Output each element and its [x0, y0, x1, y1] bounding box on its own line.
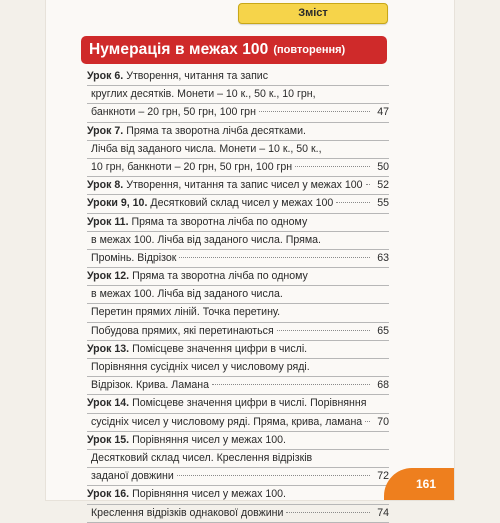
lesson-label: Урок 6. — [87, 70, 124, 82]
toc-line — [87, 395, 389, 413]
toc-line — [87, 195, 389, 213]
lesson-text: Порівняння чисел у межах 100. — [132, 433, 286, 446]
lesson-text: Відрізок. Крива. Ламана — [91, 379, 210, 392]
lesson-text: круглих десятків. Монети – 10 к., 50 к., 10 грн, — [91, 88, 316, 101]
page-ref: 70 — [377, 415, 389, 428]
lesson-text: Креслення відрізків однакової довжини — [91, 506, 284, 519]
lesson-label: Урок 13. — [87, 342, 130, 355]
toc-line — [87, 86, 389, 104]
lesson-text: Пряма та зворотна лічба десятками. — [126, 124, 306, 137]
leader-dots — [336, 202, 370, 203]
lesson-label: Урок 8. — [87, 179, 124, 192]
leader-dots — [179, 257, 370, 258]
lesson-text: в межах 100. Лічба від заданого числа. Пряма. — [91, 233, 321, 246]
lesson-text: заданої довжини — [91, 470, 174, 483]
toc-line — [87, 359, 389, 377]
toc-line — [87, 68, 389, 86]
leader-dots — [286, 512, 370, 513]
toc-line — [87, 450, 389, 468]
table-of-contents — [87, 68, 389, 523]
page-ref: 72 — [377, 470, 389, 483]
page-ref: 52 — [377, 179, 389, 192]
leader-dots — [365, 421, 370, 422]
toc-line — [87, 141, 389, 159]
lesson-label: Урок 11. — [87, 215, 129, 228]
lesson-text: Побудова прямих, які перетинаються — [91, 324, 274, 337]
leader-dots — [259, 111, 370, 112]
lesson-text: Утворення, читання та запис — [126, 70, 269, 82]
section-banner — [81, 36, 387, 64]
section-title: Нумерація в межах 100 — [89, 41, 269, 58]
lesson-text: Порівняння чисел у межах 100. — [132, 488, 286, 501]
lesson-text: Промінь. Відрізок — [91, 251, 177, 264]
toc-line — [87, 177, 389, 195]
toc-line — [87, 214, 389, 232]
toc-line — [87, 268, 389, 286]
lesson-text: Помісцеве значення цифри в числі. Порівняння — [132, 397, 367, 410]
leader-dots — [177, 475, 370, 476]
toc-line — [87, 414, 389, 432]
section-subtitle: (повторення) — [273, 44, 346, 56]
toc-line — [87, 341, 389, 359]
lesson-text: Помісцеве значення цифри в числі. — [132, 342, 308, 355]
page-ref: 68 — [377, 379, 389, 392]
lesson-text: Пряма та зворотна лічба по одному — [131, 215, 308, 228]
lesson-text: Десятковий склад чисел. Креслення відрізків — [91, 451, 313, 464]
leader-dots — [277, 330, 370, 331]
lesson-text: Перетин прямих ліній. Точка перетину. — [91, 306, 281, 319]
lesson-text: Порівняння сусідніх чисел у числовому ряді. — [91, 361, 310, 373]
toc-line — [87, 304, 389, 322]
page-number-badge: 161 — [384, 468, 454, 500]
lesson-text: Десятковий склад чисел у межах 100 — [150, 197, 334, 210]
lesson-text: Лічба від заданого числа. Монети – 10 к., 50 к., — [91, 142, 322, 155]
leader-dots — [212, 384, 370, 385]
toc-line — [87, 286, 389, 304]
lesson-text: сусідніх чисел у числовому ряді. Пряма, крива, ламана — [91, 415, 363, 428]
toc-line — [87, 250, 389, 268]
toc-line — [87, 123, 389, 141]
lesson-text: Пряма та зворотна лічба по одному — [132, 270, 308, 283]
toc-line — [87, 232, 389, 250]
lesson-text: в межах 100. Лічба від заданого числа. — [91, 288, 283, 301]
page-ref: 47 — [377, 106, 389, 119]
toc-line — [87, 432, 389, 450]
toc-line — [87, 377, 389, 395]
contents-tab: Зміст — [238, 3, 388, 24]
lesson-label: Урок 16. — [87, 488, 130, 501]
page-ref: 63 — [377, 251, 389, 264]
toc-line — [87, 323, 389, 341]
leader-dots — [295, 166, 370, 167]
toc-line — [87, 486, 389, 504]
lesson-label: Урок 14. — [87, 397, 130, 410]
toc-line — [87, 159, 389, 177]
lesson-label: Урок 15. — [87, 433, 130, 446]
lesson-text: 10 грн, банкноти – 20 грн, 50 грн, 100 грн — [91, 160, 293, 173]
lesson-label: Урок 7. — [87, 124, 124, 137]
page-ref: 74 — [377, 506, 389, 519]
leader-dots — [366, 184, 370, 185]
page-ref: 50 — [377, 160, 389, 173]
toc-line — [87, 104, 389, 122]
lesson-label: Урок 12. — [87, 270, 130, 283]
toc-line — [87, 468, 389, 486]
page-ref: 65 — [377, 324, 389, 337]
lesson-label: Уроки 9, 10. — [87, 197, 148, 210]
lesson-text: банкноти – 20 грн, 50 грн, 100 грн — [91, 106, 256, 119]
lesson-text: Утворення, читання та запис чисел у межах 100 — [126, 179, 363, 192]
page-ref: 55 — [377, 197, 389, 210]
toc-line — [87, 505, 389, 523]
